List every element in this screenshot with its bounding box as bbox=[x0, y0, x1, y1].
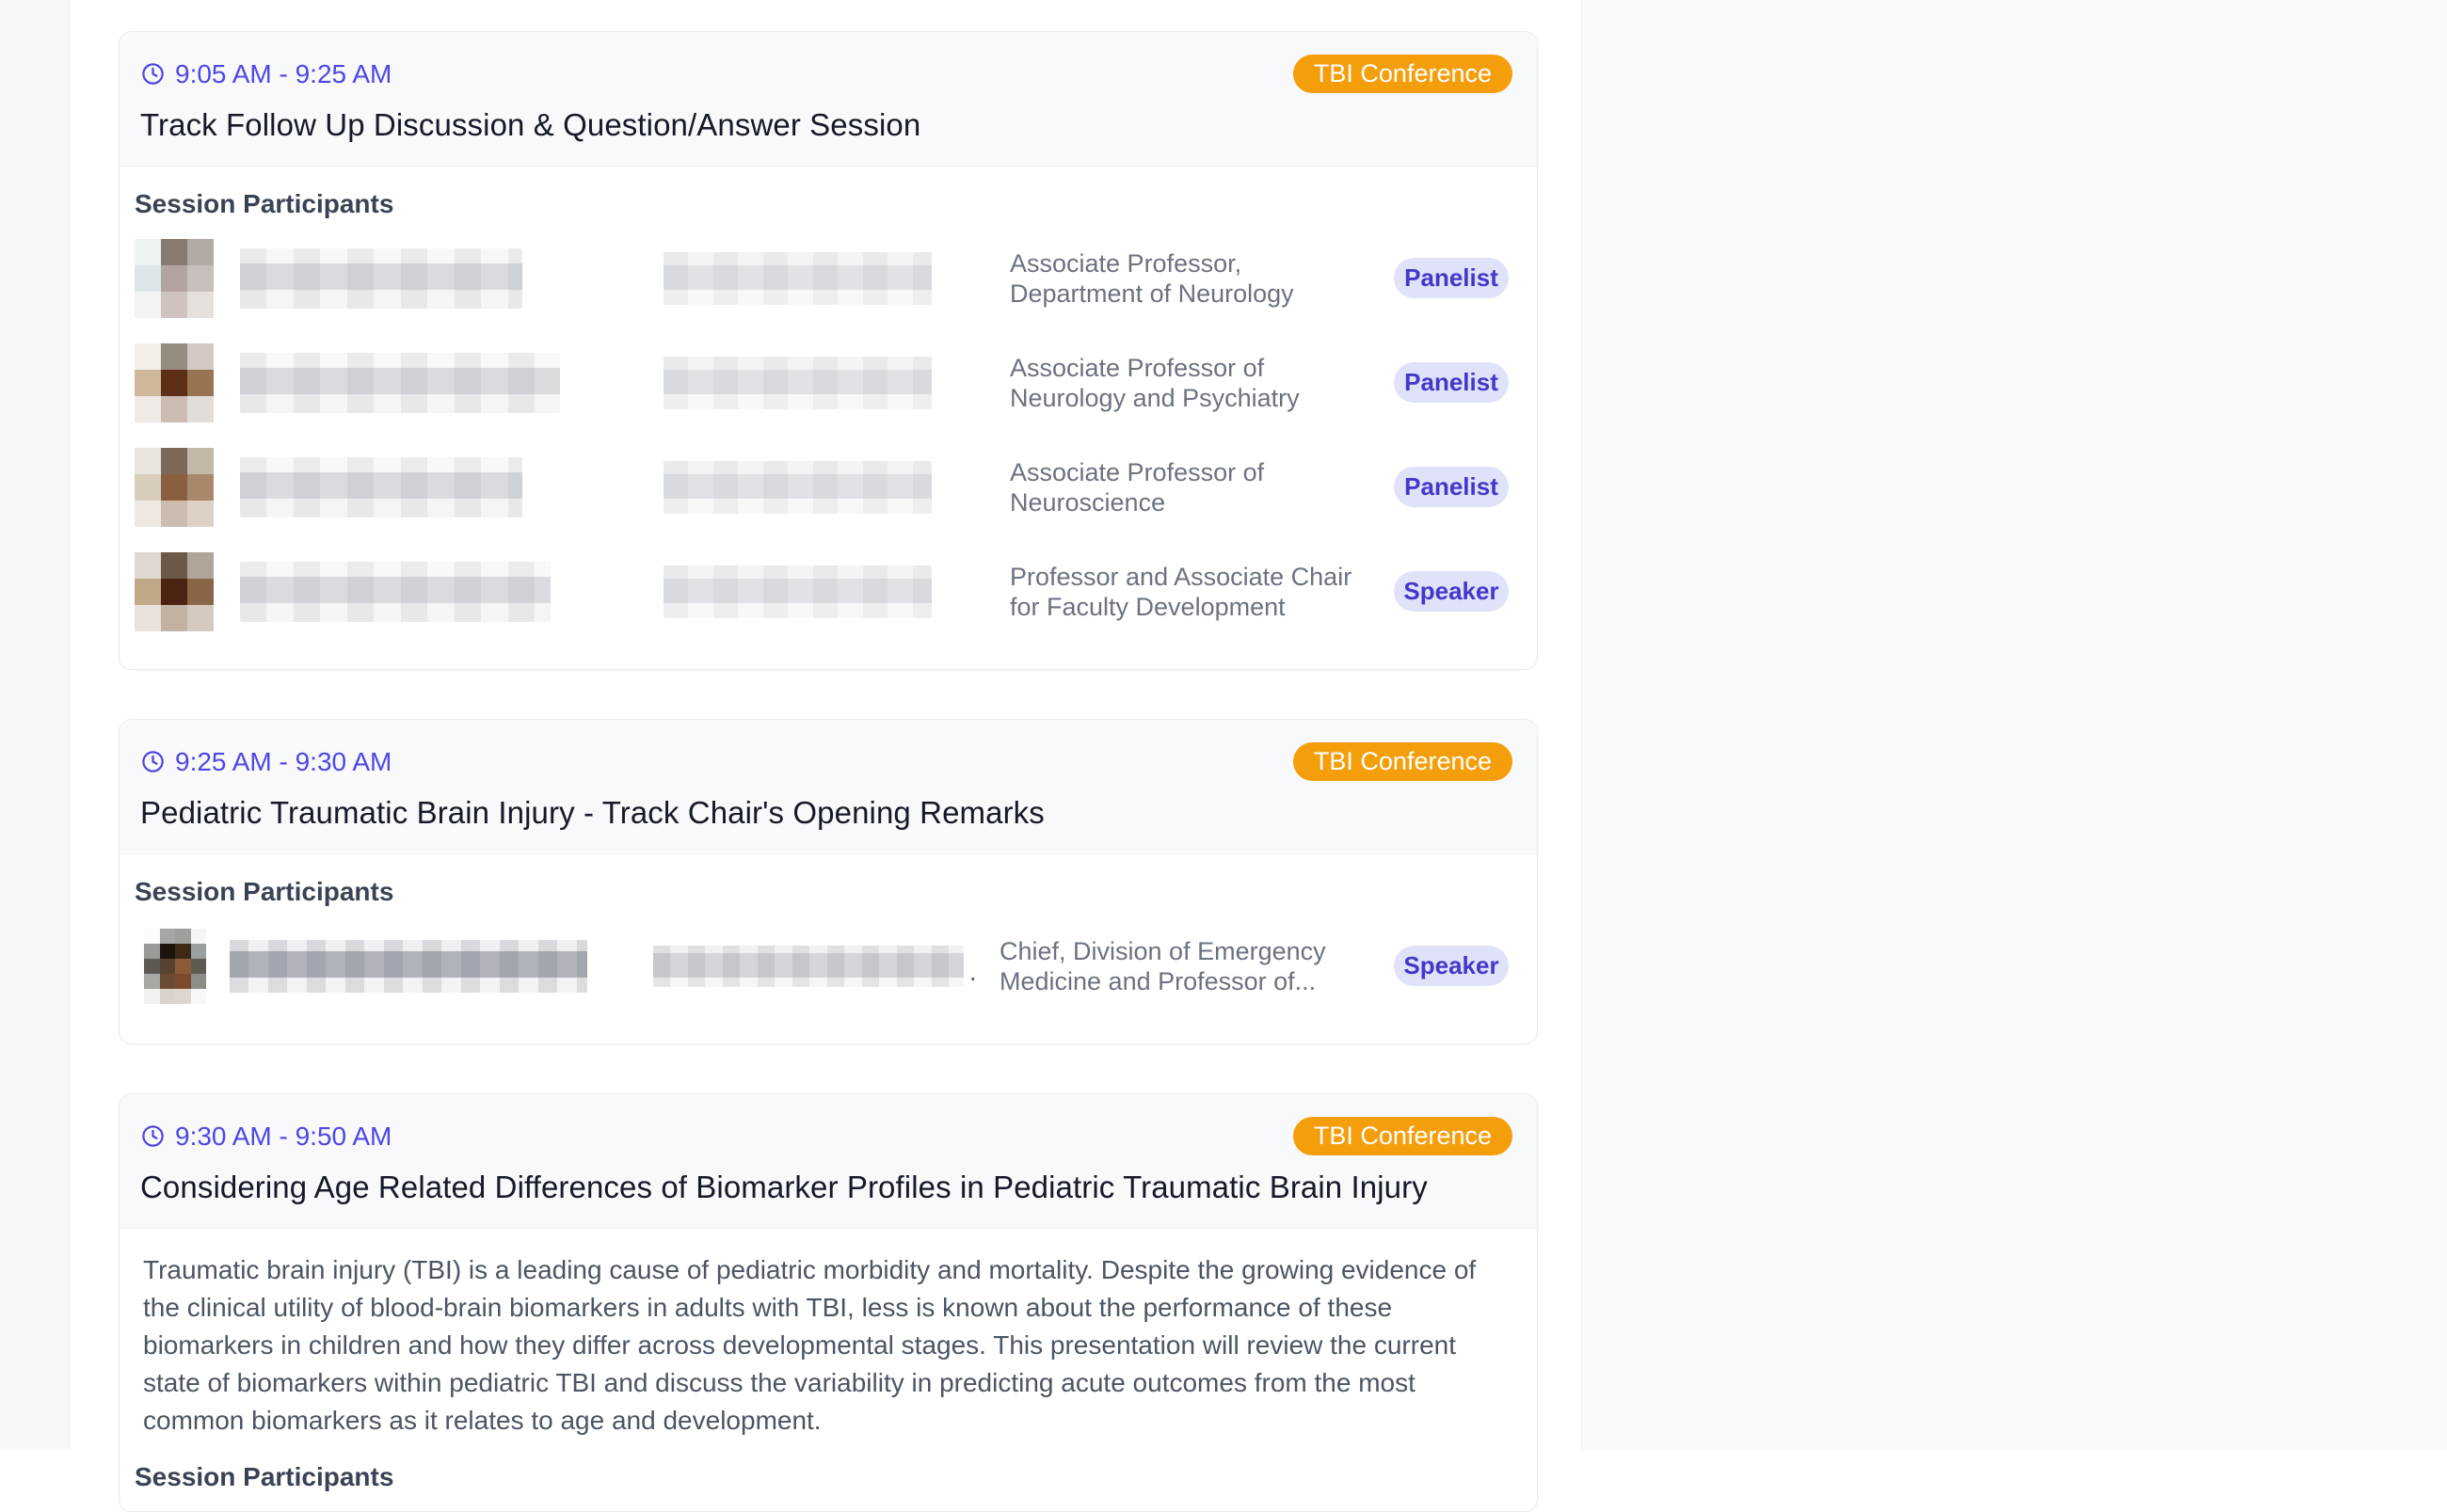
participants-heading: Session Participants bbox=[135, 877, 394, 906]
session-time bbox=[140, 747, 392, 777]
role-badge: Speaker bbox=[1394, 571, 1509, 612]
redacted-participant-name bbox=[240, 562, 551, 622]
participant-row bbox=[135, 232, 1511, 324]
session-title: Track Follow Up Discussion & Question/Answer Session bbox=[140, 107, 921, 142]
redacted-participant-name bbox=[240, 248, 522, 309]
session-time-label: 9:25 AM - 9:30 AM bbox=[175, 746, 392, 776]
session-card-2-body bbox=[120, 854, 1537, 1043]
participant-avatar[interactable] bbox=[135, 552, 214, 631]
participant-role: Chief, Division of Emergency Medicine and Professor of... bbox=[1000, 936, 1326, 995]
session-list bbox=[70, 0, 1581, 1491]
session-time bbox=[140, 1122, 392, 1152]
session-time bbox=[140, 59, 392, 89]
session-card-1[interactable] bbox=[119, 31, 1538, 670]
redacted-participant-affiliation bbox=[664, 357, 932, 409]
role-badge: Panelist bbox=[1394, 467, 1509, 507]
participant-avatar[interactable] bbox=[135, 239, 214, 318]
clock-icon bbox=[140, 1123, 166, 1149]
participant-avatar[interactable] bbox=[135, 343, 214, 422]
participant-row bbox=[135, 546, 1511, 637]
conference-badge: TBI Conference bbox=[1293, 1117, 1512, 1155]
participants-heading: Session Participants bbox=[135, 1462, 394, 1491]
redacted-participant-name bbox=[240, 457, 522, 517]
participant-role: Professor and Associate Chair for Faculty Development bbox=[1010, 562, 1352, 621]
redacted-participant-name bbox=[240, 353, 560, 413]
session-card-1-body bbox=[120, 167, 1537, 669]
conference-badge: TBI Conference bbox=[1293, 55, 1512, 93]
participants-heading: Session Participants bbox=[135, 189, 394, 218]
role-badge: Panelist bbox=[1394, 258, 1509, 298]
participant-avatar[interactable] bbox=[135, 448, 214, 527]
redacted-participant-affiliation bbox=[653, 946, 964, 987]
participant-avatar[interactable] bbox=[144, 929, 206, 1004]
clock-icon bbox=[140, 61, 166, 87]
session-card-3-body bbox=[120, 1229, 1537, 1511]
participant-role: Associate Professor, Department of Neurology bbox=[1010, 248, 1294, 308]
redacted-participant-name bbox=[230, 940, 587, 993]
role-badge: Speaker bbox=[1394, 946, 1509, 986]
clock-icon bbox=[140, 749, 166, 774]
redacted-participant-affiliation bbox=[664, 565, 932, 618]
session-title: Considering Age Related Differences of Biomarker Profiles in Pediatric Traumatic Brain Injury bbox=[140, 1170, 1428, 1204]
session-card-3-header bbox=[120, 1094, 1537, 1229]
session-card-1-header bbox=[120, 32, 1537, 167]
participant-row bbox=[135, 920, 1511, 1011]
redacted-participant-affiliation bbox=[664, 252, 932, 305]
session-card-3[interactable] bbox=[119, 1093, 1538, 1512]
conference-badge: TBI Conference bbox=[1293, 742, 1512, 781]
redacted-participant-affiliation bbox=[664, 461, 932, 514]
session-title: Pediatric Traumatic Brain Injury - Track Chair's Opening Remarks bbox=[140, 795, 1045, 830]
participant-role: Associate Professor of Neurology and Psychiatry bbox=[1010, 353, 1300, 412]
session-time-label: 9:05 AM - 9:25 AM bbox=[175, 58, 392, 88]
session-description: Traumatic brain injury (TBI) is a leading cause of pediatric morbidity and mortality. Despite the growing evidence of the clinical utility of blood-brain biomarkers in adults with TBI, less is known about the performance of these biomarkers in children and how they differ across developmental stages. This presentation will review the current state of biomarkers within pediatric TBI and discuss the variability in predicting acute outcomes from the most common biomarkers as it relates to age and development. bbox=[143, 1255, 1477, 1435]
affiliation-trailing-text: . bbox=[969, 957, 977, 986]
role-badge: Panelist bbox=[1394, 362, 1509, 403]
participant-row bbox=[135, 441, 1511, 533]
participant-role: Associate Professor of Neuroscience bbox=[1010, 457, 1265, 517]
participant-row bbox=[135, 337, 1511, 428]
right-panel bbox=[1581, 0, 2447, 1449]
session-card-2-header bbox=[120, 720, 1537, 854]
session-card-2[interactable] bbox=[119, 719, 1538, 1044]
left-rail bbox=[0, 0, 70, 1449]
session-time-label: 9:30 AM - 9:50 AM bbox=[175, 1121, 392, 1151]
